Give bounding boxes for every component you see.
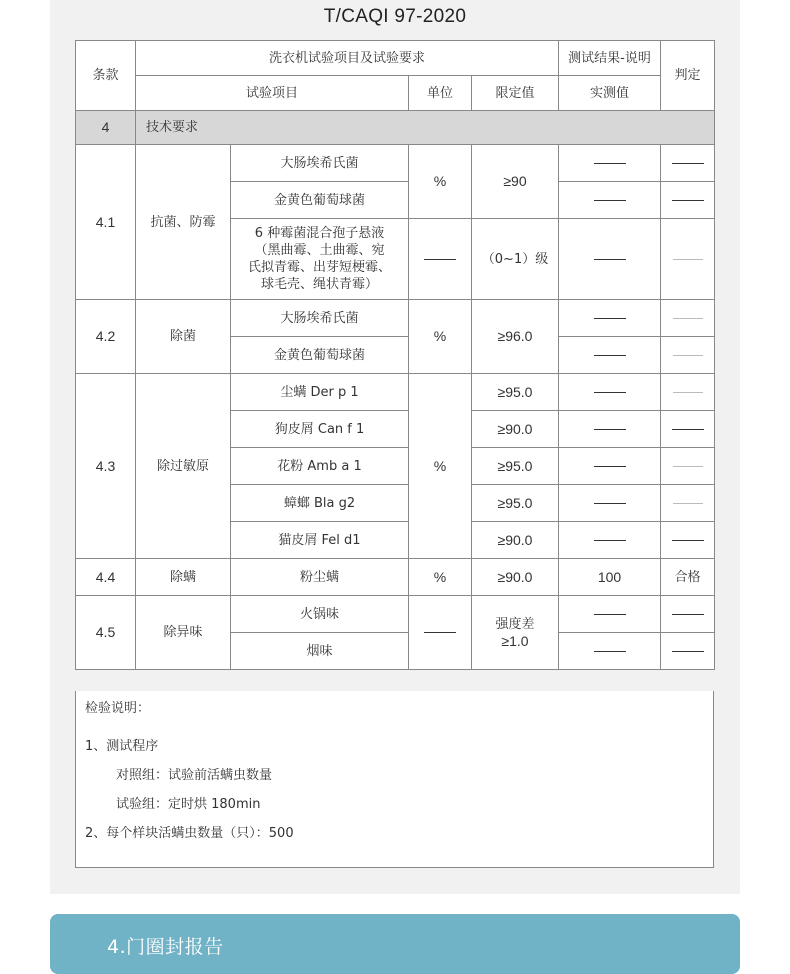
judgment-cell — [661, 219, 715, 300]
item-cell: 粉尘螨 — [231, 559, 409, 596]
dash-mark — [424, 259, 456, 260]
item-cell-multiline — [231, 219, 409, 300]
limit-cell: ≥95.0 — [472, 374, 559, 411]
header-result-note: 测试结果-说明 — [559, 41, 661, 76]
item-cell: 金黄色葡萄球菌 — [231, 182, 409, 219]
limit-cell: ≥90.0 — [472, 559, 559, 596]
header-judgment: 判定 — [661, 41, 715, 111]
dash-mark — [594, 163, 626, 164]
unit-cell: % — [409, 300, 472, 374]
item-cell: 花粉 Amb a 1 — [231, 448, 409, 485]
category-cell: 抗菌、防霉 — [136, 145, 231, 300]
banner-title: 4.门圈封报告 — [107, 936, 224, 958]
dash-mark — [594, 355, 626, 356]
measured-cell — [559, 448, 661, 485]
limit-cell: ≥90.0 — [472, 411, 559, 448]
dash-mark-light — [673, 355, 703, 356]
limit-cell: （0~1）级 — [472, 219, 559, 300]
note-line: 试验组：定时烘 180min — [116, 797, 261, 812]
judgment-cell — [661, 633, 715, 670]
judgment-cell — [661, 374, 715, 411]
limit-cell: ≥95.0 — [472, 448, 559, 485]
header-items-requirements: 洗衣机试验项目及试验要求 — [136, 41, 559, 76]
judgment-cell — [661, 448, 715, 485]
measured-cell — [559, 411, 661, 448]
section-banner — [50, 914, 740, 974]
item-cell: 猫皮屑 Fel d1 — [231, 522, 409, 559]
judgment-cell — [661, 182, 715, 219]
limit-cell: ≥90 — [472, 145, 559, 219]
judgment-cell — [661, 337, 715, 374]
note-line: 2、每个样块活螨虫数量（只）：500 — [85, 826, 294, 841]
judgment-cell: 合格 — [661, 559, 715, 596]
dash-mark-light — [673, 466, 703, 467]
table-row — [76, 596, 715, 633]
section-row — [76, 111, 715, 145]
limit-line: ≥1.0 — [501, 632, 529, 649]
table-subheader-row — [76, 76, 715, 111]
unit-cell — [409, 596, 472, 670]
limit-cell: ≥95.0 — [472, 485, 559, 522]
judgment-cell — [661, 300, 715, 337]
clause-cell: 4.4 — [76, 559, 136, 596]
dash-mark — [594, 466, 626, 467]
item-cell: 大肠埃希氏菌 — [231, 145, 409, 182]
limit-cell: ≥90.0 — [472, 522, 559, 559]
item-cell: 金黄色葡萄球菌 — [231, 337, 409, 374]
header-clause: 条款 — [76, 41, 136, 111]
measured-cell — [559, 522, 661, 559]
measured-cell — [559, 145, 661, 182]
clause-cell: 4.1 — [76, 145, 136, 300]
dash-mark — [672, 429, 704, 430]
measured-cell: 100 — [559, 559, 661, 596]
dash-mark-light — [673, 392, 703, 393]
unit-cell — [409, 219, 472, 300]
dash-mark — [672, 614, 704, 615]
test-requirements-table — [75, 40, 715, 670]
item-line: 6 种霉菌混合孢子悬液 — [254, 226, 385, 241]
dash-mark — [594, 503, 626, 504]
dash-mark — [672, 163, 704, 164]
category-cell: 除异味 — [136, 596, 231, 670]
dash-mark — [594, 200, 626, 201]
clause-cell: 4.3 — [76, 374, 136, 559]
measured-cell — [559, 300, 661, 337]
dash-mark — [672, 200, 704, 201]
dash-mark-light — [673, 259, 703, 260]
table-row — [76, 559, 715, 596]
limit-cell — [472, 596, 559, 670]
note-line: 1、测试程序 — [85, 739, 159, 754]
judgment-cell — [661, 411, 715, 448]
judgment-cell — [661, 522, 715, 559]
dash-mark — [594, 429, 626, 430]
dash-mark — [672, 651, 704, 652]
header-measured: 实测值 — [559, 76, 661, 111]
dash-mark-light — [673, 503, 703, 504]
item-cell: 大肠埃希氏菌 — [231, 300, 409, 337]
section-clause: 4 — [76, 111, 136, 145]
dash-mark-light — [673, 318, 703, 319]
header-limit: 限定值 — [472, 76, 559, 111]
dash-mark — [594, 259, 626, 260]
item-line: 氏拟青霉、出芽短梗霉、 — [247, 260, 391, 275]
table-header-row — [76, 41, 715, 76]
header-test-item: 试验项目 — [136, 76, 409, 111]
clause-cell: 4.5 — [76, 596, 136, 670]
measured-cell — [559, 374, 661, 411]
measured-cell — [559, 596, 661, 633]
category-cell: 除过敏原 — [136, 374, 231, 559]
measured-cell — [559, 485, 661, 522]
unit-cell: % — [409, 374, 472, 559]
judgment-cell — [661, 485, 715, 522]
dash-mark — [594, 651, 626, 652]
header-unit: 单位 — [409, 76, 472, 111]
dash-mark — [594, 614, 626, 615]
limit-cell: ≥96.0 — [472, 300, 559, 374]
dash-mark — [424, 632, 456, 633]
dash-mark — [594, 392, 626, 393]
item-cell: 蟑螂 Bla g2 — [231, 485, 409, 522]
item-cell: 尘螨 Der p 1 — [231, 374, 409, 411]
dash-mark — [594, 318, 626, 319]
measured-cell — [559, 219, 661, 300]
item-line: 球毛壳、绳状青霉） — [260, 277, 378, 292]
limit-line: 强度差 — [495, 616, 535, 632]
document-title: T/CAQI 97-2020 — [323, 6, 467, 27]
measured-cell — [559, 633, 661, 670]
dash-mark — [672, 540, 704, 541]
measured-cell — [559, 337, 661, 374]
item-line: （黑曲霉、土曲霉、宛 — [254, 243, 385, 258]
table-row — [76, 145, 715, 182]
item-cell: 火锅味 — [231, 596, 409, 633]
judgment-cell — [661, 145, 715, 182]
judgment-cell — [661, 596, 715, 633]
item-cell: 狗皮屑 Can f 1 — [231, 411, 409, 448]
category-cell: 除螨 — [136, 559, 231, 596]
item-cell: 烟味 — [231, 633, 409, 670]
note-line: 对照组：试验前活螨虫数量 — [116, 768, 273, 783]
inspection-notes — [75, 691, 714, 868]
table-row — [76, 374, 715, 411]
unit-cell: % — [409, 145, 472, 219]
dash-mark — [594, 540, 626, 541]
category-cell: 除菌 — [136, 300, 231, 374]
table-row — [76, 300, 715, 337]
clause-cell: 4.2 — [76, 300, 136, 374]
notes-title: 检验说明： — [85, 701, 151, 716]
unit-cell: % — [409, 559, 472, 596]
section-label: 技术要求 — [136, 111, 715, 145]
measured-cell — [559, 182, 661, 219]
